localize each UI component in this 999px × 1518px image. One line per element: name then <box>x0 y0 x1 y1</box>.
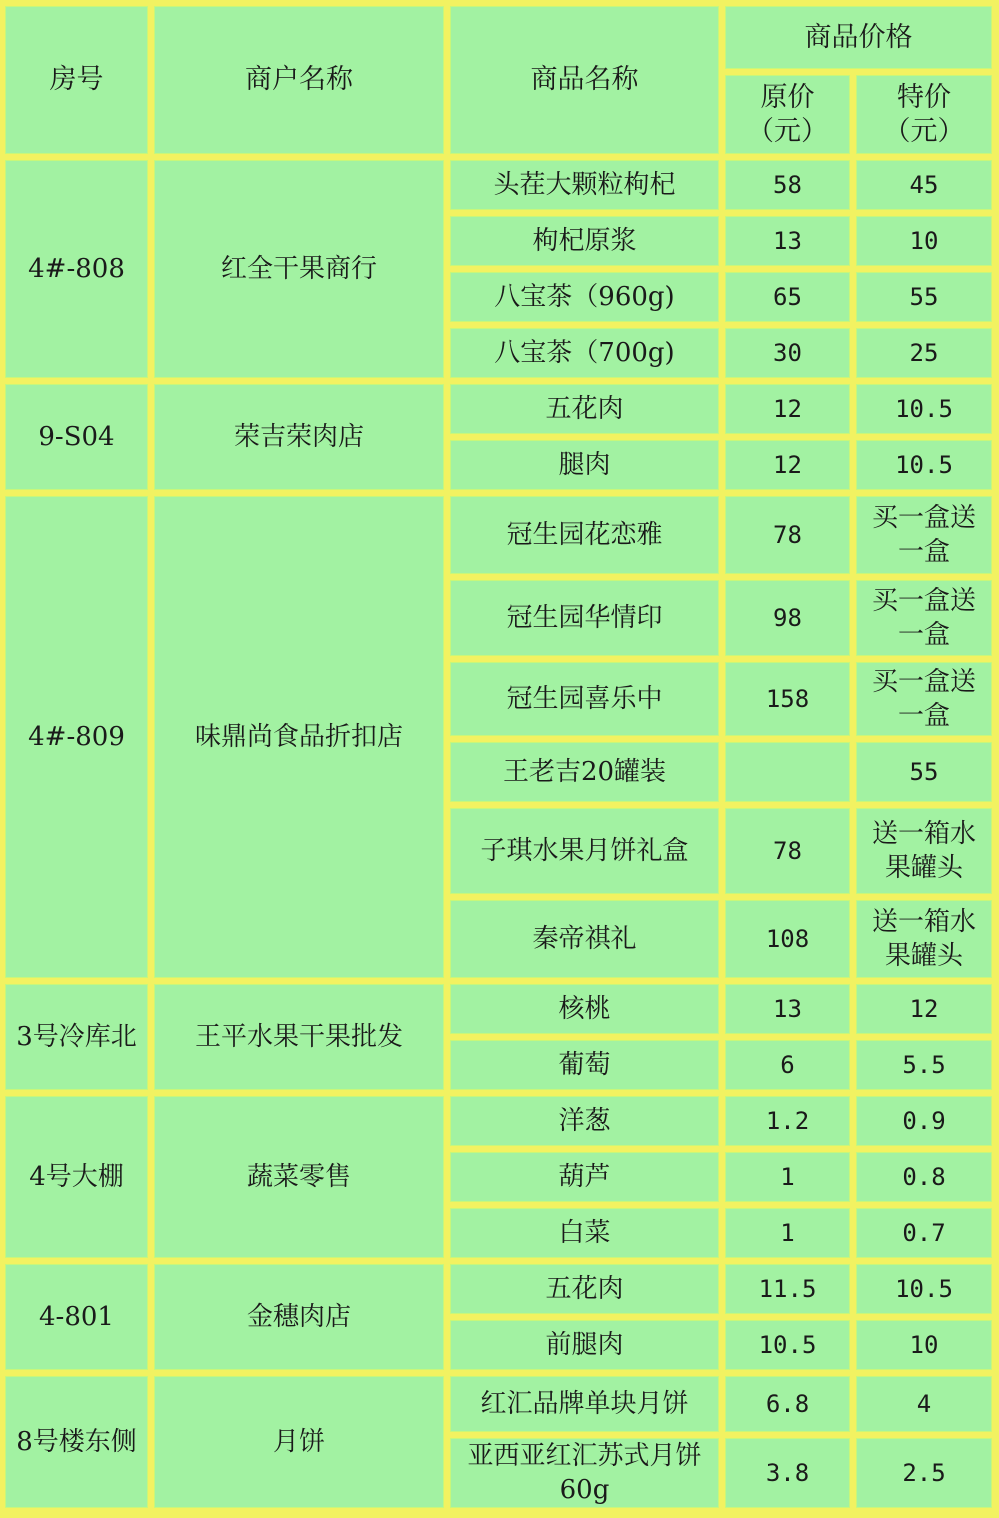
header-room: 房号 <box>2 3 151 157</box>
room-cell: 4-801 <box>2 1261 151 1373</box>
special-price-cell: 10.5 <box>853 1261 995 1317</box>
product-cell: 冠生园华情印 <box>447 577 722 659</box>
special-price-cell: 买一盒送一盒 <box>853 659 995 739</box>
header-special-price <box>853 72 995 157</box>
product-cell: 白菜 <box>447 1205 722 1261</box>
original-price-cell: 3.8 <box>722 1435 853 1511</box>
special-price-cell: 45 <box>853 157 995 213</box>
special-price-cell: 0.8 <box>853 1149 995 1205</box>
product-cell: 冠生园花恋雅 <box>447 493 722 577</box>
original-price-cell: 12 <box>722 437 853 493</box>
special-price-cell: 25 <box>853 325 995 381</box>
merchant-cell: 荣吉荣肉店 <box>151 381 447 493</box>
special-price-cell: 10 <box>853 213 995 269</box>
original-price-cell: 158 <box>722 659 853 739</box>
original-price-cell: 65 <box>722 269 853 325</box>
special-price-cell: 送一箱水果罐头 <box>853 805 995 897</box>
header-special-label: 特价 <box>897 81 951 113</box>
merchant-cell: 金穗肉店 <box>151 1261 447 1373</box>
merchant-cell: 味鼎尚食品折扣店 <box>151 493 447 981</box>
original-price-cell: 108 <box>722 897 853 981</box>
original-price-cell: 10.5 <box>722 1317 853 1373</box>
product-cell: 八宝茶（960g) <box>447 269 722 325</box>
product-cell: 葡萄 <box>447 1037 722 1093</box>
table-row <box>2 1093 995 1149</box>
product-cell: 秦帝祺礼 <box>447 897 722 981</box>
special-price-cell: 12 <box>853 981 995 1037</box>
original-price-cell: 1 <box>722 1149 853 1205</box>
header-price-group: 商品价格 <box>722 3 995 72</box>
original-price-cell: 1.2 <box>722 1093 853 1149</box>
special-price-cell: 0.9 <box>853 1093 995 1149</box>
table-row <box>2 1261 995 1317</box>
original-price-cell: 13 <box>722 981 853 1037</box>
original-price-cell <box>722 739 853 805</box>
product-cell: 五花肉 <box>447 381 722 437</box>
room-cell: 8号楼东侧 <box>2 1373 151 1511</box>
original-price-cell: 12 <box>722 381 853 437</box>
product-cell: 冠生园喜乐中 <box>447 659 722 739</box>
room-cell: 4#-808 <box>2 157 151 381</box>
original-price-cell: 98 <box>722 577 853 659</box>
original-price-cell: 6.8 <box>722 1373 853 1435</box>
room-cell: 4号大棚 <box>2 1093 151 1261</box>
product-cell: 子琪水果月饼礼盒 <box>447 805 722 897</box>
special-price-cell: 2.5 <box>853 1435 995 1511</box>
original-price-cell: 13 <box>722 213 853 269</box>
special-price-cell: 10.5 <box>853 381 995 437</box>
special-price-cell: 10 <box>853 1317 995 1373</box>
header-product: 商品名称 <box>447 3 722 157</box>
original-price-cell: 30 <box>722 325 853 381</box>
special-price-cell: 10.5 <box>853 437 995 493</box>
product-cell: 八宝茶（700g) <box>447 325 722 381</box>
special-price-cell: 送一箱水果罐头 <box>853 897 995 981</box>
table-row <box>2 157 995 213</box>
header-original-label: 原价 <box>760 81 815 113</box>
special-price-cell: 买一盒送一盒 <box>853 493 995 577</box>
special-price-cell: 55 <box>853 739 995 805</box>
merchant-cell: 蔬菜零售 <box>151 1093 447 1261</box>
room-cell: 9-S04 <box>2 381 151 493</box>
special-price-cell: 买一盒送一盒 <box>853 577 995 659</box>
product-cell: 核桃 <box>447 981 722 1037</box>
original-price-cell: 6 <box>722 1037 853 1093</box>
product-cell: 五花肉 <box>447 1261 722 1317</box>
product-cell: 红汇品牌单块月饼 <box>447 1373 722 1435</box>
merchant-cell: 月饼 <box>151 1373 447 1511</box>
original-price-cell: 11.5 <box>722 1261 853 1317</box>
original-price-cell: 1 <box>722 1205 853 1261</box>
header-special-unit: （元） <box>883 115 965 147</box>
original-price-cell: 78 <box>722 493 853 577</box>
header-original-unit: （元） <box>747 115 828 147</box>
original-price-cell: 78 <box>722 805 853 897</box>
special-price-cell: 5.5 <box>853 1037 995 1093</box>
header-merchant: 商户名称 <box>151 3 447 157</box>
product-cell: 枸杞原浆 <box>447 213 722 269</box>
table-row <box>2 981 995 1037</box>
original-price-cell: 58 <box>722 157 853 213</box>
product-cell: 洋葱 <box>447 1093 722 1149</box>
price-table <box>2 3 995 1511</box>
special-price-cell: 55 <box>853 269 995 325</box>
product-cell: 头茬大颗粒枸杞 <box>447 157 722 213</box>
special-price-cell: 0.7 <box>853 1205 995 1261</box>
product-cell: 亚西亚红汇苏式月饼60g <box>447 1435 722 1511</box>
header-row-1 <box>2 3 995 72</box>
room-cell: 4#-809 <box>2 493 151 981</box>
merchant-cell: 红全干果商行 <box>151 157 447 381</box>
product-cell: 王老吉20罐装 <box>447 739 722 805</box>
table-row <box>2 1373 995 1435</box>
merchant-cell: 王平水果干果批发 <box>151 981 447 1093</box>
special-price-cell: 4 <box>853 1373 995 1435</box>
product-cell: 腿肉 <box>447 437 722 493</box>
table-row <box>2 381 995 437</box>
room-cell: 3号冷库北 <box>2 981 151 1093</box>
table-row <box>2 493 995 577</box>
header-original-price <box>722 72 853 157</box>
product-cell: 前腿肉 <box>447 1317 722 1373</box>
product-cell: 葫芦 <box>447 1149 722 1205</box>
